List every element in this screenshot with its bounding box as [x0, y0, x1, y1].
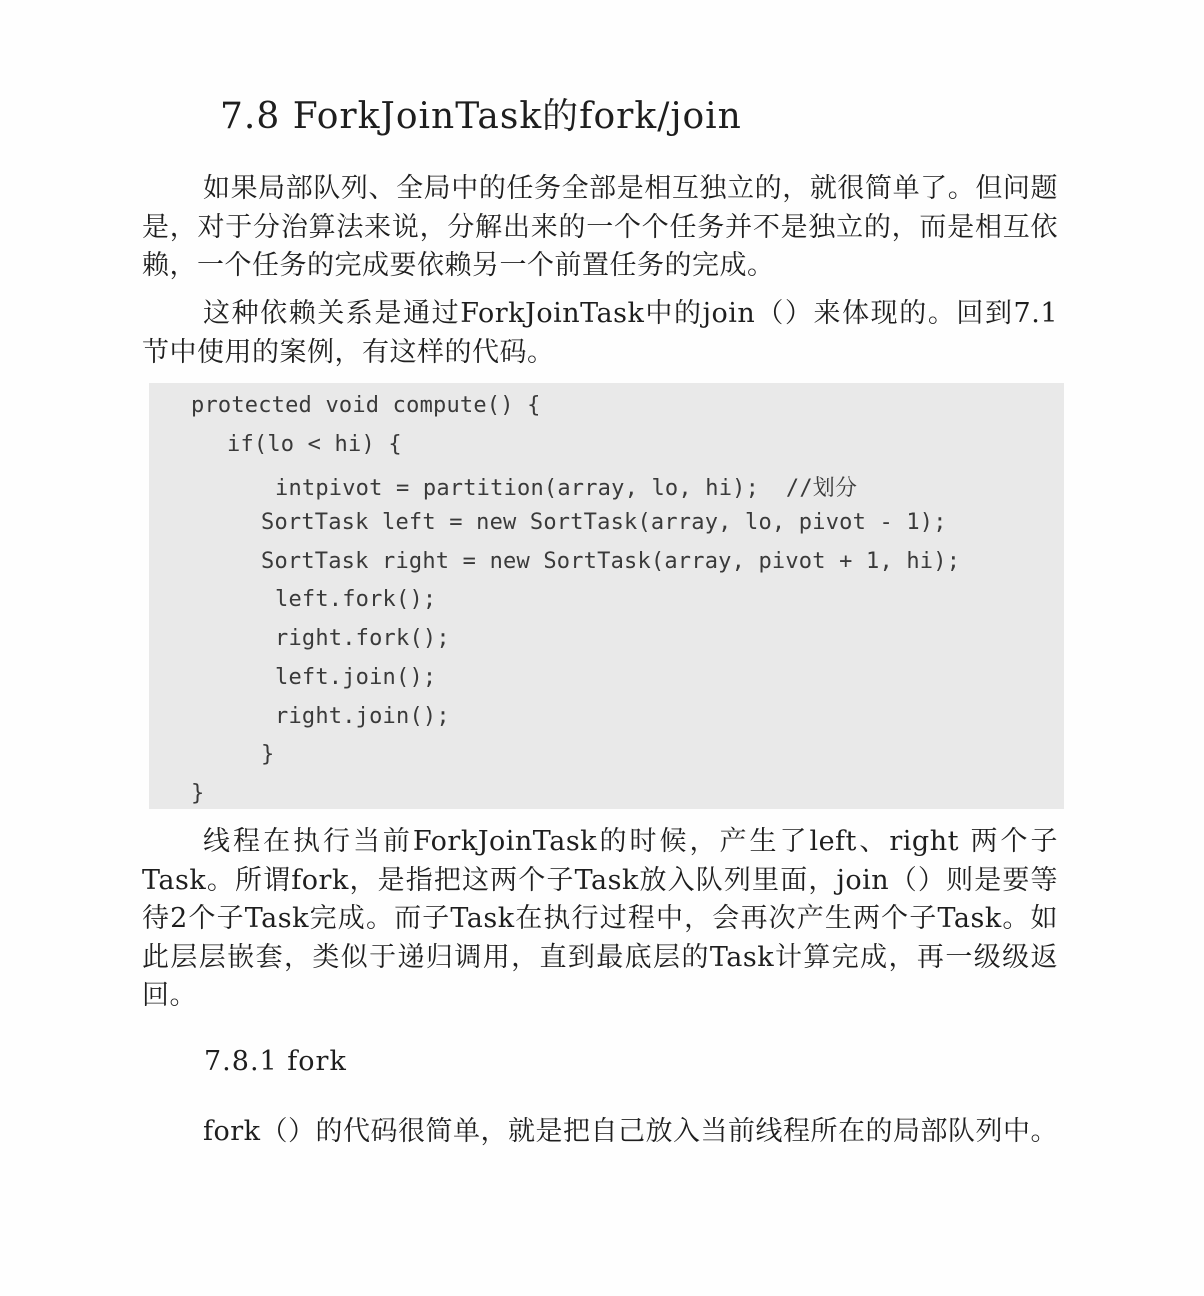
code-line: left.fork(); [275, 587, 437, 612]
subsection-heading: 7.8.1 fork [204, 1046, 347, 1077]
paragraph-intro: 如果局部队列、全局中的任务全部是相互独立的，就很简单了。但问题是，对于分治算法来说，分解出来的一个个任务并不是独立的，而是相互依赖，一个任务的完成要依赖另一个前置任务的完成。 [142, 173, 1058, 281]
paragraph-fork: fork（）的代码很简单，就是把自己放入当前线程所在的局部队列中。 [203, 1116, 1059, 1147]
code-block [149, 383, 1064, 809]
code-line: right.join(); [275, 704, 450, 729]
code-line: left.join(); [275, 665, 437, 690]
code-line: protected void compute() { [191, 393, 541, 418]
code-line: intpivot = partition(array, lo, hi); //划分 [275, 476, 858, 501]
code-line: SortTask right = new SortTask(array, pivot + 1, hi); [261, 549, 961, 574]
paragraph-dependency: 这种依赖关系是通过ForkJoinTask中的join（）来体现的。回到7.1节中使用的案例，有这样的代码。 [142, 298, 1058, 368]
code-line: if(lo < hi) { [227, 432, 402, 457]
code-line: right.fork(); [275, 626, 450, 651]
code-line: } [191, 781, 205, 806]
code-line: SortTask left = new SortTask(array, lo, pivot - 1); [261, 510, 947, 535]
code-line: } [261, 742, 275, 767]
section-heading: 7.8 ForkJoinTask的fork/join [220, 96, 742, 137]
paragraph-explanation: 线程在执行当前ForkJoinTask的时候，产生了left、right 两个子Task。所谓fork，是指把这两个子Task放入队列里面，join（）则是要等待2个子Task完成。而子Task在执行过程中，会再次产生两个子Task。如此层层嵌套，类似于递归调用，直到最底层的Task计算完成，再一级级返回。 [142, 826, 1058, 1011]
